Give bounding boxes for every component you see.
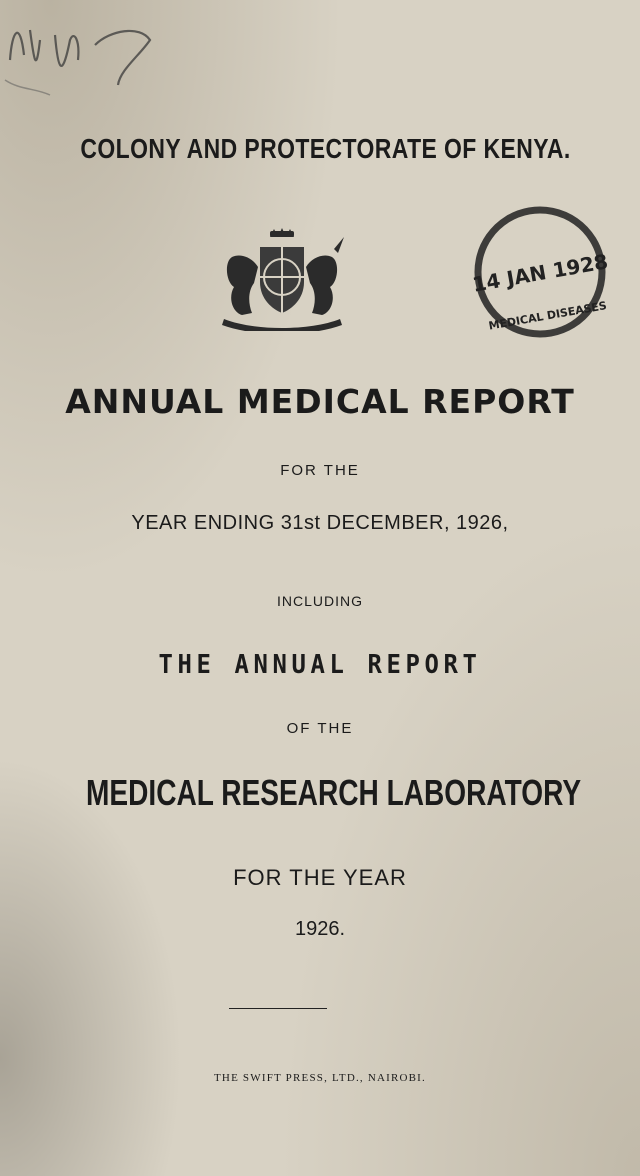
received-date-stamp-icon xyxy=(455,202,625,342)
stamp-date: 14 JAN 1928 xyxy=(470,249,610,297)
report-year: 1926. xyxy=(294,918,346,940)
laboratory-heading: MEDICAL RESEARCH LABORATORY xyxy=(86,772,582,813)
including-label: INCLUDING xyxy=(276,593,363,609)
for-the-year-line: FOR THE YEAR xyxy=(233,865,407,890)
report-title: ANNUAL MEDICAL REPORT xyxy=(65,382,575,421)
publisher-imprint: THE SWIFT PRESS, LTD., NAIROBI. xyxy=(214,1072,426,1084)
for-the-label: FOR THE xyxy=(280,462,360,479)
coat-of-arms-icon xyxy=(214,227,350,331)
of-the-label: OF THE xyxy=(286,720,354,737)
stamp-text: MEDICAL DISEASES xyxy=(487,299,608,333)
colony-heading: COLONY AND PROTECTORATE OF KENYA. xyxy=(80,133,571,164)
annual-report-heading: THE ANNUAL REPORT xyxy=(158,650,482,680)
year-ending-line: YEAR ENDING 31st DECEMBER, 1926, xyxy=(131,512,509,534)
divider-rule xyxy=(229,1008,327,1009)
handwritten-annotation xyxy=(0,0,200,110)
